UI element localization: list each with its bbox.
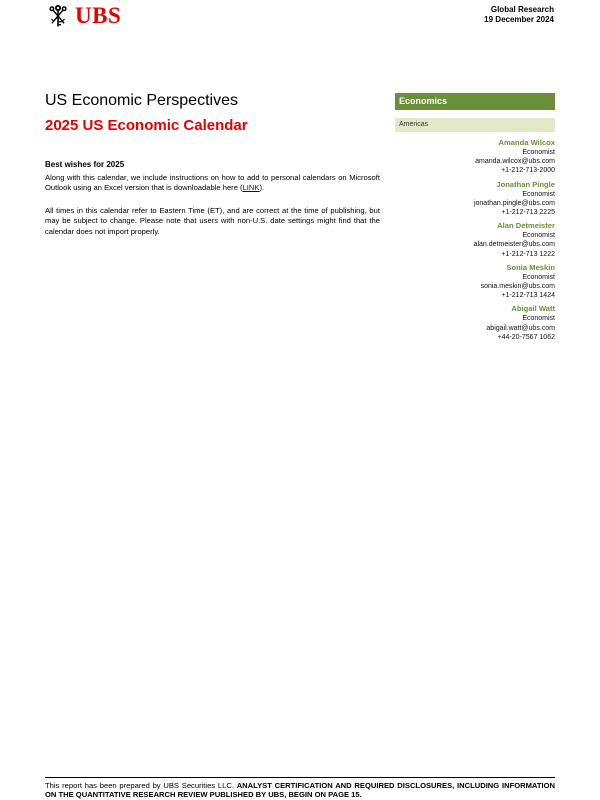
analyst-phone: +1-212-713 2225	[501, 209, 555, 217]
ubs-keys-icon	[45, 3, 71, 29]
analyst-email[interactable]: abigail.watt@ubs.com	[486, 324, 555, 332]
analyst-phone: +1-212-713 1222	[501, 250, 555, 258]
analyst-role: Economist	[522, 232, 555, 240]
region-label: Americas	[395, 118, 555, 132]
analyst-card	[395, 221, 555, 259]
analyst-name: Abigail Watt	[511, 304, 555, 314]
para1-text-after: ).	[259, 183, 265, 192]
analyst-email[interactable]: jonathan.pingle@ubs.com	[473, 199, 555, 207]
report-meta	[484, 5, 554, 25]
disclosure-footer	[45, 777, 555, 800]
body-paragraph-1	[45, 173, 380, 194]
ubs-logo	[45, 3, 121, 29]
report-title: US Economic Perspectives	[45, 92, 238, 109]
research-division: Global Research	[490, 5, 554, 14]
analyst-name: Sonia Meskin	[506, 262, 555, 272]
analyst-card	[395, 138, 555, 176]
analyst-role: Economist	[522, 190, 555, 198]
category-label: Economics	[395, 93, 555, 110]
footer-disclosure-notice: ANALYST CERTIFICATION AND REQUIRED DISCLOSURES, INCLUDING INFORMATION ON THE QUANTITATIVE RESEARCH REVIEW PUBLISHED BY UBS, BEGIN ON PAGE 15.	[45, 781, 555, 799]
body-paragraph-2: All times in this calendar refer to Eastern Time (ET), and are correct at the time of publishing, but may be subject to change. Please note that users with non-U.S. date settings might find that the calendar does not import properly.	[45, 205, 380, 236]
analyst-role: Economist	[522, 273, 555, 281]
analyst-card	[395, 304, 555, 342]
body-heading: Best wishes for 2025	[45, 160, 125, 169]
download-link[interactable]: LINK	[242, 183, 260, 192]
analyst-card	[395, 263, 555, 301]
analyst-name: Alan Detmeister	[497, 221, 555, 231]
analyst-card	[395, 180, 555, 218]
sidebar	[395, 93, 555, 346]
para1-text-before: Along with this calendar, we include instructions on how to add to personal calendars on Microsoft Outlook using an Excel version that is downloadable here (	[45, 172, 380, 192]
analyst-role: Economist	[522, 149, 555, 156]
analyst-name: Amanda Wilcox	[498, 138, 555, 147]
analyst-phone: +1-212-713 1424	[501, 292, 555, 300]
ubs-logo-text: UBS	[75, 3, 122, 28]
analyst-phone: +1-212-713-2000	[501, 167, 555, 175]
analyst-list	[395, 138, 555, 342]
analyst-email[interactable]: sonia.meskin@ubs.com	[480, 283, 555, 291]
footer-text: This report has been prepared by UBS Securities LLC.	[45, 781, 237, 790]
analyst-role: Economist	[522, 315, 555, 323]
report-subtitle: 2025 US Economic Calendar	[45, 117, 248, 134]
report-date: 19 December 2024	[484, 15, 554, 24]
main-body	[45, 160, 380, 237]
analyst-phone: +44-20-7567 1062	[497, 333, 555, 341]
analyst-email[interactable]: amanda.wilcox@ubs.com	[475, 158, 555, 166]
analyst-email[interactable]: alan.detmeister@ubs.com	[473, 241, 555, 249]
analyst-name: Jonathan Pingle	[496, 179, 555, 189]
